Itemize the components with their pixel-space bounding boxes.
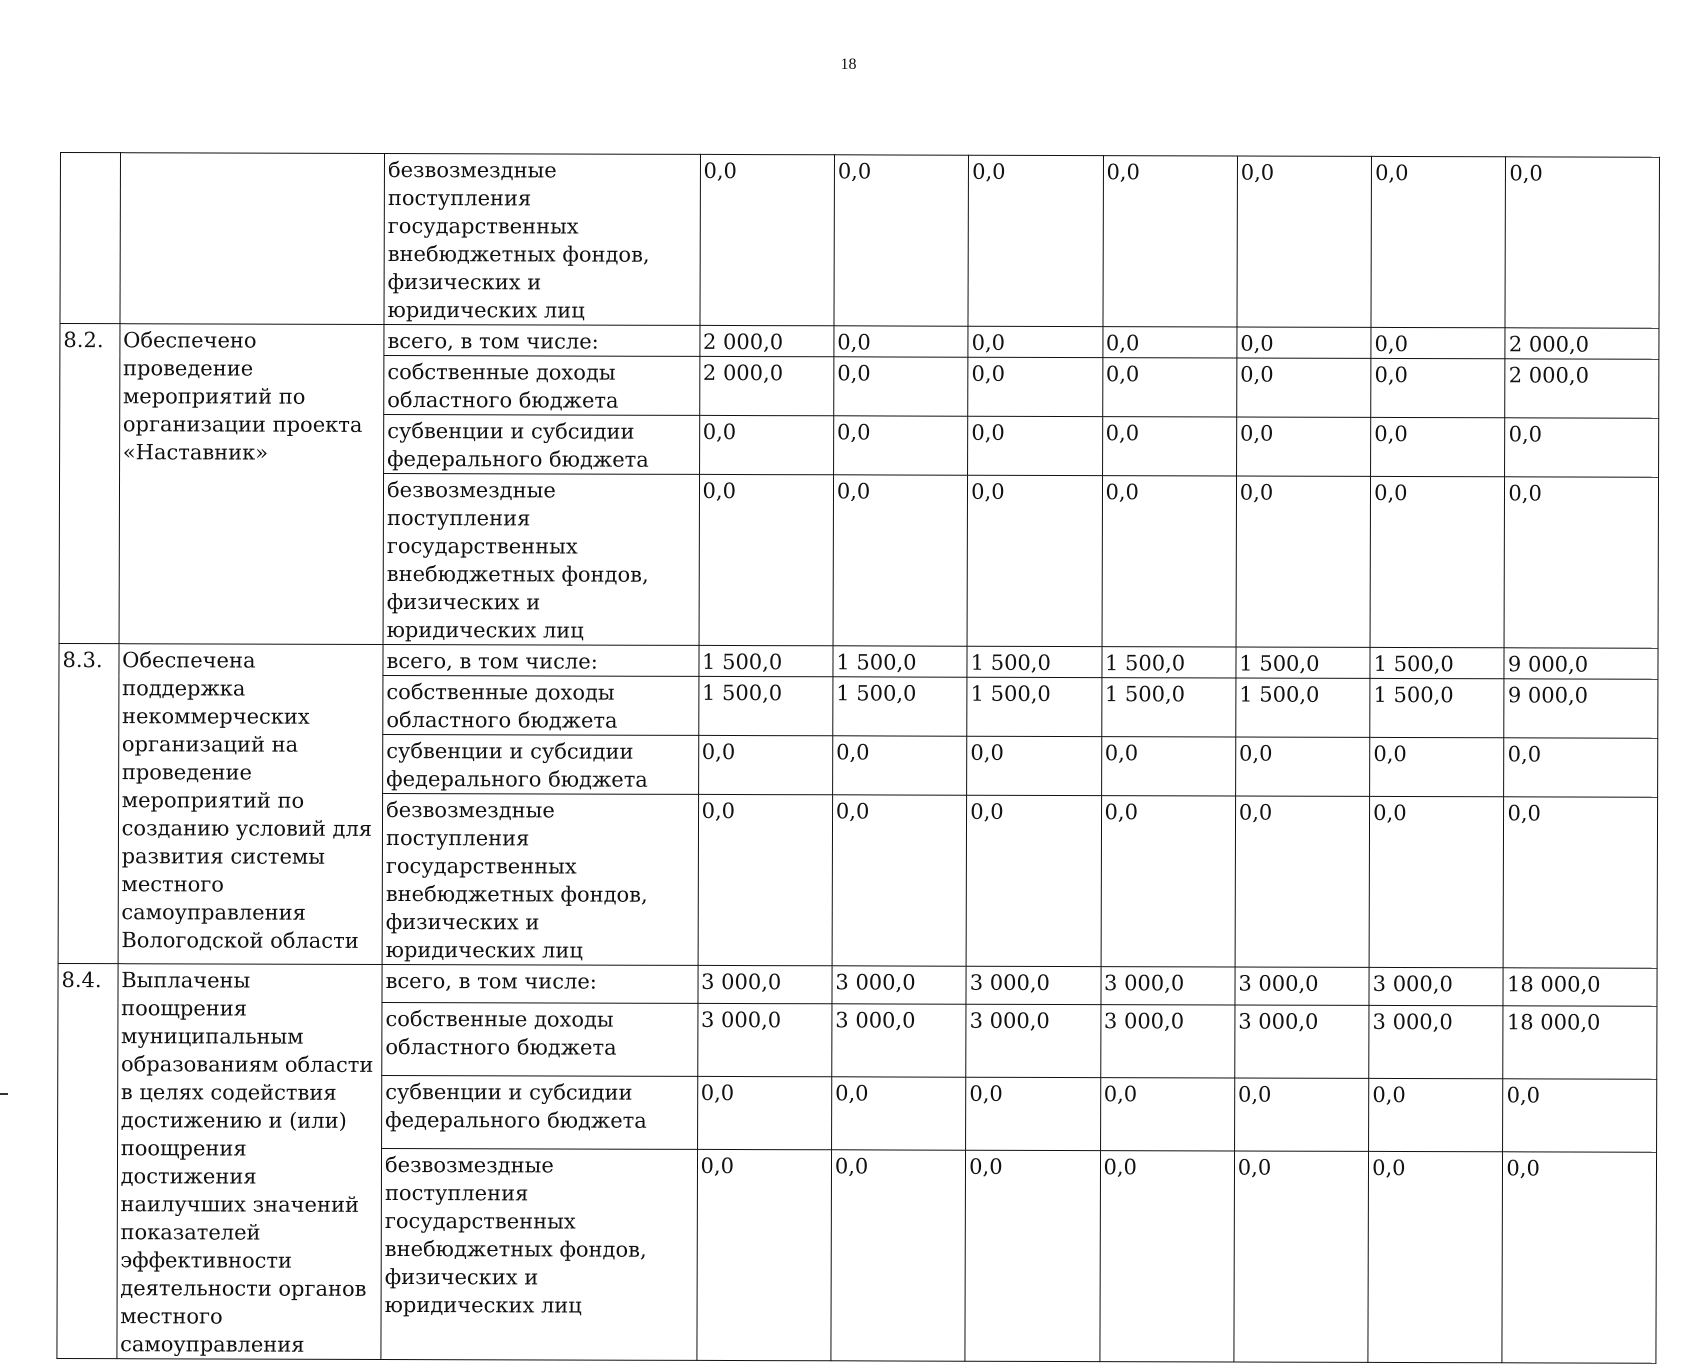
year-value-cell: 0,0 (1237, 327, 1371, 358)
item-description-cell: Выплачены поощрения муниципальным образованиям области в целях содействия достижению и (или) поощрения достижения наилучших значений показателей эффективности деятельности органов местного самоуправления (117, 964, 383, 1360)
year-value-cell: 1 500,0 (1101, 678, 1235, 737)
year-value-cell: 1 500,0 (699, 645, 833, 676)
year-value-cell: 0,0 (700, 154, 835, 325)
total-value-cell: 0,0 (1504, 477, 1658, 648)
year-value-cell: 0,0 (1102, 358, 1236, 417)
year-value-cell: 0,0 (1370, 737, 1504, 796)
year-value-cell: 0,0 (1371, 358, 1505, 417)
year-value-cell: 3 000,0 (1369, 967, 1503, 1006)
total-value-cell: 2 000,0 (1505, 359, 1659, 418)
year-value-cell: 0,0 (1102, 327, 1236, 358)
year-value-cell: 0,0 (1101, 737, 1235, 796)
year-value-cell: 1 500,0 (1236, 678, 1370, 737)
year-value-cell: 0,0 (1102, 476, 1237, 647)
funding-table (56, 152, 1660, 1364)
year-value-cell: 1 500,0 (698, 676, 832, 735)
year-value-cell: 0,0 (834, 155, 969, 326)
year-value-cell: 0,0 (1369, 1078, 1504, 1151)
year-value-cell: 0,0 (1102, 417, 1236, 476)
funding-source-cell: субвенции и субсидии федерального бюджета (382, 1076, 698, 1150)
year-value-cell: 0,0 (1370, 476, 1505, 647)
year-value-cell: 1 500,0 (833, 677, 967, 736)
total-value-cell: 2 000,0 (1505, 328, 1659, 359)
year-value-cell: 0,0 (698, 794, 833, 965)
year-value-cell: 2 000,0 (699, 356, 833, 415)
year-value-cell: 0,0 (1099, 1151, 1234, 1362)
item-description-cell (120, 153, 385, 325)
year-value-cell: 0,0 (699, 474, 834, 645)
funding-source-cell: безвозмездные поступления государственных внебюджетных фондов, физических и юридических лиц (384, 153, 700, 325)
year-value-cell: 3 000,0 (1369, 1006, 1504, 1079)
year-value-cell: 0,0 (1371, 417, 1505, 476)
year-value-cell: 1 500,0 (1370, 678, 1504, 737)
year-value-cell: 1 500,0 (1370, 647, 1504, 678)
year-value-cell: 0,0 (1371, 156, 1506, 327)
year-value-cell: 0,0 (833, 475, 968, 646)
year-value-cell: 0,0 (966, 795, 1101, 966)
year-value-cell: 3 000,0 (697, 1004, 832, 1077)
year-value-cell: 0,0 (1236, 417, 1370, 476)
funding-source-cell: всего, в том числе: (383, 644, 699, 676)
funding-source-cell: субвенции и субсидии федерального бюджета (384, 414, 700, 474)
year-value-cell: 3 000,0 (1100, 967, 1234, 1006)
funding-source-cell: всего, в том числе: (382, 964, 698, 1003)
year-value-cell: 0,0 (1234, 1151, 1369, 1362)
year-value-cell: 0,0 (698, 735, 832, 794)
year-value-cell: 1 500,0 (1101, 647, 1235, 678)
year-value-cell: 3 000,0 (1235, 967, 1369, 1006)
year-value-cell: 0,0 (1237, 358, 1371, 417)
item-description-cell: Обеспечено проведение мероприятий по организации проекта «Наставник» (119, 324, 384, 645)
item-number-cell (60, 153, 120, 324)
year-value-cell: 0,0 (834, 357, 968, 416)
total-value-cell: 9 000,0 (1504, 679, 1658, 738)
year-value-cell: 0,0 (968, 155, 1103, 326)
year-value-cell: 0,0 (1369, 796, 1504, 967)
item-description-cell: Обеспечена поддержка некоммерческих организаций на проведение мероприятий по созданию условий для развития системы местного самоуправления Вологодской области (118, 644, 383, 965)
total-value-cell: 18 000,0 (1503, 968, 1657, 1007)
funding-source-cell: безвозмездные поступления государственных внебюджетных фондов, физических и юридических лиц (382, 793, 698, 965)
year-value-cell: 0,0 (696, 1149, 831, 1360)
year-value-cell: 0,0 (833, 416, 967, 475)
year-value-cell: 0,0 (831, 1077, 966, 1150)
year-value-cell: 3 000,0 (1235, 1005, 1370, 1078)
total-value-cell: 9 000,0 (1504, 648, 1658, 679)
year-value-cell: 3 000,0 (832, 1004, 967, 1077)
year-value-cell: 3 000,0 (698, 965, 832, 1004)
total-value-cell: 0,0 (1502, 1152, 1656, 1364)
year-value-cell: 0,0 (965, 1150, 1100, 1361)
funding-source-cell: всего, в том числе: (384, 324, 700, 356)
year-value-cell: 0,0 (1100, 1078, 1235, 1151)
year-value-cell: 0,0 (832, 795, 967, 966)
total-value-cell: 0,0 (1505, 157, 1659, 328)
year-value-cell: 0,0 (699, 415, 833, 474)
total-value-cell: 0,0 (1505, 418, 1659, 477)
funding-source-cell: собственные доходы областного бюджета (382, 1003, 698, 1077)
year-value-cell: 0,0 (697, 1076, 832, 1149)
year-value-cell: 0,0 (968, 416, 1102, 475)
year-value-cell: 0,0 (1101, 796, 1236, 967)
total-value-cell: 0,0 (1504, 738, 1658, 797)
item-number-cell: 8.2. (59, 324, 120, 644)
table-row (60, 153, 1660, 329)
page-number: 18 (840, 56, 857, 73)
funding-source-cell: собственные доходы областного бюджета (383, 675, 699, 735)
margin-mark (0, 1093, 8, 1095)
year-value-cell: 0,0 (834, 326, 968, 357)
year-value-cell: 0,0 (1237, 156, 1372, 327)
table-body (57, 153, 1660, 1364)
table-row (60, 324, 1659, 360)
year-value-cell: 0,0 (966, 1077, 1101, 1150)
year-value-cell: 0,0 (1371, 327, 1505, 358)
year-value-cell: 3 000,0 (1100, 1005, 1235, 1078)
table-row (58, 963, 1657, 1006)
year-value-cell: 0,0 (967, 736, 1101, 795)
year-value-cell: 1 500,0 (967, 646, 1101, 677)
year-value-cell: 3 000,0 (832, 966, 966, 1005)
year-value-cell: 0,0 (1234, 1078, 1369, 1151)
year-value-cell: 2 000,0 (699, 325, 833, 356)
year-value-cell: 1 500,0 (967, 677, 1101, 736)
document-sheet (57, 152, 1660, 1357)
year-value-cell: 3 000,0 (966, 1004, 1101, 1077)
year-value-cell: 1 500,0 (833, 646, 967, 677)
funding-source-cell: безвозмездные поступления государственных внебюджетных фондов, физических и юридических лиц (383, 473, 699, 645)
total-value-cell: 0,0 (1503, 1079, 1657, 1152)
year-value-cell: 0,0 (967, 475, 1102, 646)
funding-source-cell: собственные доходы областного бюджета (384, 355, 700, 415)
year-value-cell: 0,0 (832, 736, 966, 795)
year-value-cell: 3 000,0 (966, 966, 1100, 1005)
total-value-cell: 0,0 (1504, 797, 1658, 968)
year-value-cell: 0,0 (831, 1150, 966, 1361)
total-value-cell: 18 000,0 (1503, 1006, 1657, 1079)
item-number-cell: 8.3. (58, 643, 119, 963)
year-value-cell: 0,0 (968, 357, 1102, 416)
year-value-cell: 0,0 (1235, 796, 1370, 967)
year-value-cell: 0,0 (1236, 476, 1371, 647)
year-value-cell: 0,0 (1368, 1151, 1503, 1362)
item-number-cell: 8.4. (57, 963, 118, 1358)
year-value-cell: 0,0 (1235, 737, 1369, 796)
funding-source-cell: безвозмездные поступления государственных внебюджетных фондов, физических и юридических лиц (381, 1148, 697, 1360)
year-value-cell: 0,0 (968, 326, 1102, 357)
funding-source-cell: субвенции и субсидии федерального бюджета (383, 734, 699, 794)
year-value-cell: 0,0 (1103, 156, 1238, 327)
year-value-cell: 1 500,0 (1236, 647, 1370, 678)
table-row (59, 643, 1658, 679)
